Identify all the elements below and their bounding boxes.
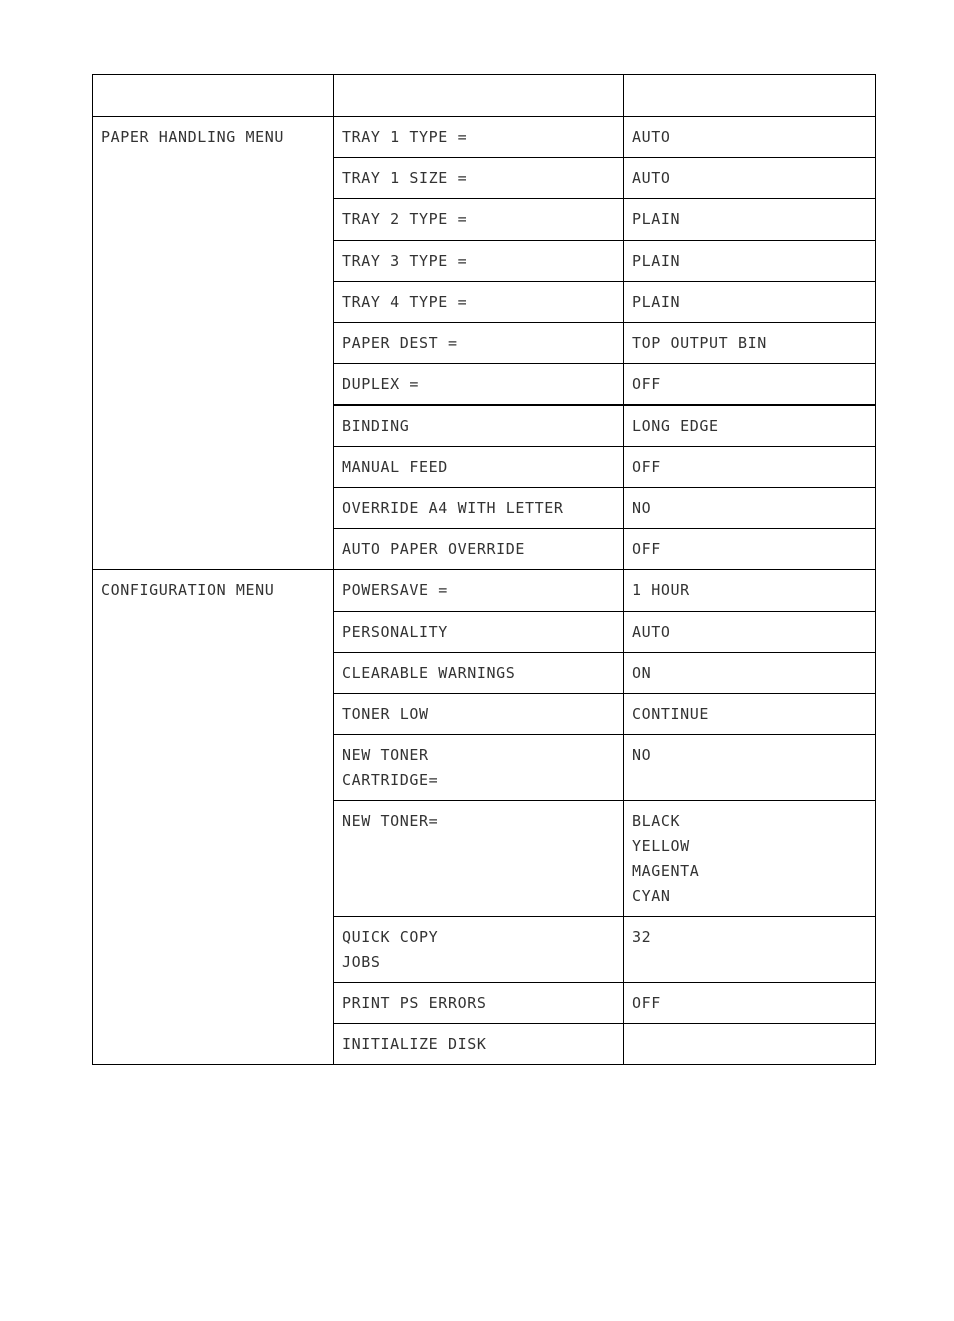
value-cell: ON [624, 653, 876, 694]
setting-cell: INITIALIZE DISK [334, 1024, 624, 1065]
setting-cell: AUTO PAPER OVERRIDE [334, 529, 624, 570]
value-cell [624, 1024, 876, 1065]
header-cell-setting [334, 75, 624, 117]
value-cell: AUTO [624, 158, 876, 199]
value-cell: BLACK YELLOW MAGENTA CYAN [624, 801, 876, 917]
table-row [93, 117, 876, 158]
value-cell: NO [624, 488, 876, 529]
value-cell: 32 [624, 917, 876, 983]
setting-cell: TRAY 4 TYPE = [334, 282, 624, 323]
setting-cell: TONER LOW [334, 694, 624, 735]
value-cell: OFF [624, 529, 876, 570]
setting-cell: DUPLEX = [334, 364, 624, 405]
value-cell: LONG EDGE [624, 405, 876, 447]
setting-cell: PERSONALITY [334, 612, 624, 653]
setting-cell: TRAY 1 SIZE = [334, 158, 624, 199]
header-cell-menu [93, 75, 334, 117]
value-cell: AUTO [624, 612, 876, 653]
setting-cell: TRAY 1 TYPE = [334, 117, 624, 158]
setting-cell: CLEARABLE WARNINGS [334, 653, 624, 694]
setting-cell: MANUAL FEED [334, 447, 624, 488]
setting-cell: TRAY 2 TYPE = [334, 199, 624, 241]
value-cell: 1 HOUR [624, 570, 876, 612]
menu-name-paper-handling: PAPER HANDLING MENU [93, 117, 334, 570]
menu-name-configuration: CONFIGURATION MENU [93, 570, 334, 1065]
setting-cell: BINDING [334, 405, 624, 447]
value-cell: CONTINUE [624, 694, 876, 735]
value-cell: PLAIN [624, 282, 876, 323]
table-row [93, 570, 876, 612]
setting-cell: PRINT PS ERRORS [334, 983, 624, 1024]
setting-cell: TRAY 3 TYPE = [334, 241, 624, 282]
setting-cell: NEW TONER= [334, 801, 624, 917]
value-cell: TOP OUTPUT BIN [624, 323, 876, 364]
setting-cell: QUICK COPY JOBS [334, 917, 624, 983]
value-cell: OFF [624, 983, 876, 1024]
header-cell-value [624, 75, 876, 117]
setting-cell: OVERRIDE A4 WITH LETTER [334, 488, 624, 529]
setting-cell: POWERSAVE = [334, 570, 624, 612]
value-cell: OFF [624, 447, 876, 488]
header-row [93, 75, 876, 117]
value-cell: OFF [624, 364, 876, 405]
value-cell: NO [624, 735, 876, 801]
value-cell: AUTO [624, 117, 876, 158]
printer-menu-table [92, 74, 876, 1065]
setting-cell: PAPER DEST = [334, 323, 624, 364]
setting-cell: NEW TONER CARTRIDGE= [334, 735, 624, 801]
value-cell: PLAIN [624, 199, 876, 241]
value-cell: PLAIN [624, 241, 876, 282]
